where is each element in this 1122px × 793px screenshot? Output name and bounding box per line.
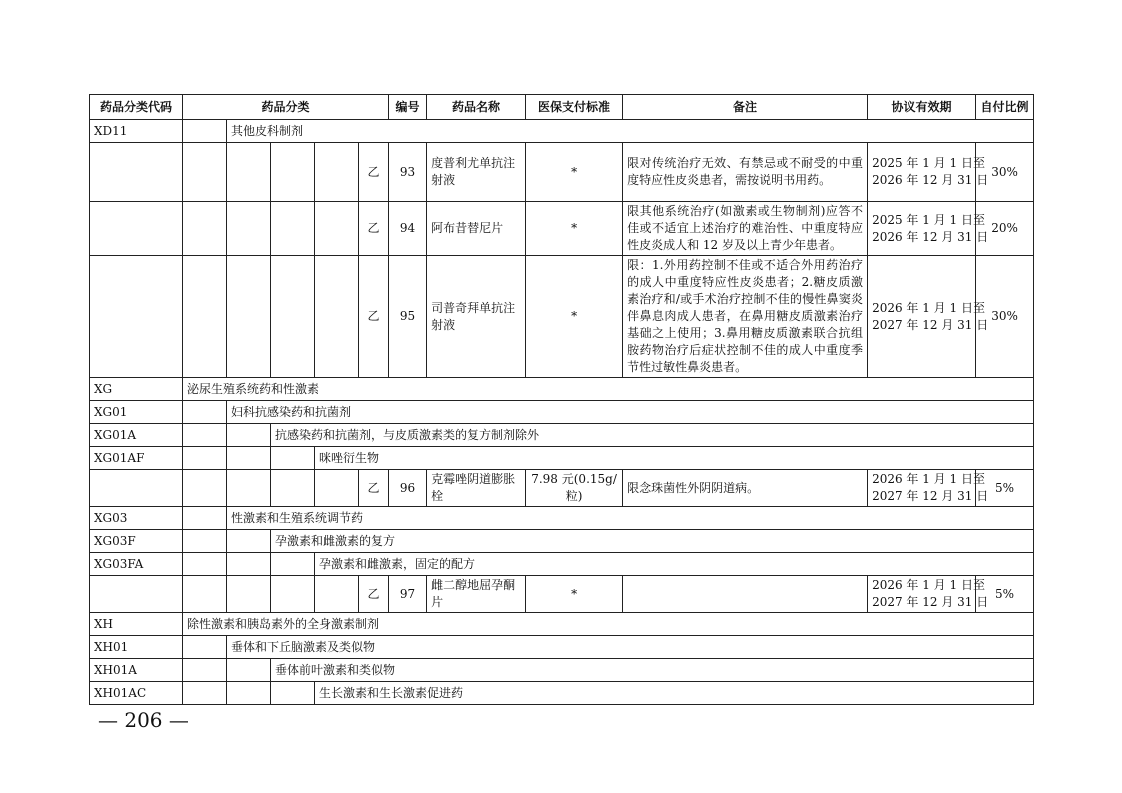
drug-remark: 限念珠菌性外阴阴道病。	[623, 470, 868, 507]
indent-cell	[271, 682, 315, 705]
indent-cell	[183, 530, 227, 553]
category-label: 性激素和生殖系统调节药	[227, 507, 1034, 530]
category-row	[90, 682, 1034, 705]
validity-period	[868, 470, 989, 507]
category-label: 孕激素和雌激素的复方	[271, 530, 1034, 553]
category-row	[90, 447, 1034, 470]
payment-standard: *	[526, 202, 623, 256]
drug-class: 乙	[359, 576, 389, 613]
drug-name: 司普奇拜单抗注射液	[427, 256, 526, 378]
validity-start: 2026 年 1 月 1 日至	[872, 578, 985, 592]
indent-cell	[227, 470, 271, 507]
drug-row	[90, 470, 1034, 507]
drug-name: 阿布昔替尼片	[427, 202, 526, 256]
category-code: XG03F	[90, 530, 183, 553]
category-code: XD11	[90, 120, 183, 143]
category-label: 生长激素和生长激素促进药	[315, 682, 1034, 705]
indent-cell	[227, 659, 271, 682]
validity-period	[868, 143, 989, 202]
indent-cell	[227, 682, 271, 705]
indent-cell	[183, 682, 227, 705]
category-row	[90, 659, 1034, 682]
drug-list-table	[89, 94, 1034, 705]
indent-cell	[183, 659, 227, 682]
indent-cell	[183, 424, 227, 447]
indent-cell	[183, 576, 227, 613]
drug-number: 93	[389, 143, 427, 202]
drug-name: 度普利尤单抗注射液	[427, 143, 526, 202]
category-code: XH01AC	[90, 682, 183, 705]
category-label: 孕激素和雌激素，固定的配方	[315, 553, 1034, 576]
indent-cell	[271, 256, 315, 378]
validity-end: 2027 年 12 月 31 日	[872, 317, 989, 332]
validity-period	[868, 256, 989, 378]
payment-standard: 7.98 元(0.15g/粒)	[526, 470, 623, 507]
validity-start: 2026 年 1 月 1 日至	[872, 472, 985, 486]
indent-cell	[183, 507, 227, 530]
self-pay-ratio: 5%	[976, 470, 1034, 507]
indent-cell	[271, 143, 315, 202]
indent-cell	[227, 424, 271, 447]
category-row	[90, 401, 1034, 424]
drug-number: 94	[389, 202, 427, 256]
indent-cell	[271, 447, 315, 470]
header-number: 编号	[389, 95, 427, 120]
category-row	[90, 530, 1034, 553]
category-row	[90, 613, 1034, 636]
category-row	[90, 424, 1034, 447]
indent-cell	[183, 120, 227, 143]
code-cell	[90, 470, 183, 507]
drug-number: 97	[389, 576, 427, 613]
category-label: 泌尿生殖系统药和性激素	[183, 378, 1034, 401]
drug-class: 乙	[359, 470, 389, 507]
indent-cell	[183, 256, 227, 378]
indent-cell	[227, 576, 271, 613]
payment-standard: *	[526, 256, 623, 378]
category-code: XG01A	[90, 424, 183, 447]
drug-remark	[623, 576, 868, 613]
validity-end: 2027 年 12 月 31 日	[872, 595, 989, 609]
indent-cell	[227, 256, 271, 378]
category-code: XH01A	[90, 659, 183, 682]
indent-cell	[227, 553, 271, 576]
category-label: 咪唑衍生物	[315, 447, 1034, 470]
document-page	[89, 94, 1034, 705]
table-header-row	[90, 95, 1034, 120]
validity-start: 2025 年 1 月 1 日至	[872, 212, 985, 227]
validity-end: 2026 年 12 月 31 日	[872, 229, 989, 244]
category-code: XG01AF	[90, 447, 183, 470]
indent-cell	[183, 470, 227, 507]
validity-period	[868, 576, 989, 613]
indent-cell	[183, 553, 227, 576]
category-code: XG01	[90, 401, 183, 424]
indent-cell	[227, 530, 271, 553]
code-cell	[90, 256, 183, 378]
self-pay-ratio: 20%	[976, 202, 1034, 256]
page-number: — 206 —	[98, 708, 189, 732]
category-row	[90, 507, 1034, 530]
category-row	[90, 553, 1034, 576]
code-cell	[90, 202, 183, 256]
indent-cell	[183, 401, 227, 424]
drug-name: 雌二醇地屈孕酮片	[427, 576, 526, 613]
drug-name: 克霉唑阴道膨胀栓	[427, 470, 526, 507]
category-label: 垂体和下丘脑激素及类似物	[227, 636, 1034, 659]
category-code: XG03	[90, 507, 183, 530]
header-payment-standard: 医保支付标准	[526, 95, 623, 120]
code-cell	[90, 576, 183, 613]
category-label: 妇科抗感染药和抗菌剂	[227, 401, 1034, 424]
drug-number: 96	[389, 470, 427, 507]
indent-cell	[271, 202, 315, 256]
indent-cell	[315, 202, 359, 256]
drug-row	[90, 143, 1034, 202]
indent-cell	[227, 447, 271, 470]
drug-row	[90, 202, 1034, 256]
category-row	[90, 120, 1034, 143]
drug-remark: 限：1.外用药控制不佳或不适合外用药治疗的成人中重度特应性皮炎患者；2.糖皮质激素治疗和/或手术治疗控制不佳的慢性鼻窦炎伴鼻息肉成人患者，在鼻用糖皮质激素治疗基础之上使用；3.鼻用糖皮质激素联合抗组胺药物治疗后症状控制不佳的成人中重度季节性过敏性鼻炎患者。	[623, 256, 868, 378]
header-validity: 协议有效期	[868, 95, 976, 120]
indent-cell	[183, 447, 227, 470]
drug-class: 乙	[359, 143, 389, 202]
header-self-pay-ratio: 自付比例	[976, 95, 1034, 120]
header-code: 药品分类代码	[90, 95, 183, 120]
self-pay-ratio: 30%	[976, 143, 1034, 202]
indent-cell	[315, 256, 359, 378]
indent-cell	[271, 470, 315, 507]
category-code: XH01	[90, 636, 183, 659]
category-label: 其他皮科制剂	[227, 120, 1034, 143]
category-label: 除性激素和胰岛素外的全身激素制剂	[183, 613, 1034, 636]
header-remarks: 备注	[623, 95, 868, 120]
drug-remark: 限其他系统治疗(如激素或生物制剂)应答不佳或不适宜上述治疗的难治性、中重度特应性皮炎成人和 12 岁及以上青少年患者。	[623, 202, 868, 256]
category-code: XG	[90, 378, 183, 401]
drug-row	[90, 576, 1034, 613]
indent-cell	[227, 143, 271, 202]
drug-class: 乙	[359, 202, 389, 256]
indent-cell	[315, 143, 359, 202]
header-drug-name: 药品名称	[427, 95, 526, 120]
drug-row	[90, 256, 1034, 378]
drug-class: 乙	[359, 256, 389, 378]
indent-cell	[227, 202, 271, 256]
indent-cell	[183, 202, 227, 256]
indent-cell	[271, 553, 315, 576]
code-cell	[90, 143, 183, 202]
validity-end: 2027 年 12 月 31 日	[872, 489, 989, 503]
indent-cell	[183, 143, 227, 202]
category-label: 抗感染药和抗菌剂，与皮质激素类的复方制剂除外	[271, 424, 1034, 447]
validity-end: 2026 年 12 月 31 日	[872, 173, 989, 187]
category-row	[90, 378, 1034, 401]
header-category: 药品分类	[183, 95, 389, 120]
payment-standard: *	[526, 576, 623, 613]
indent-cell	[315, 470, 359, 507]
category-row	[90, 636, 1034, 659]
category-code: XH	[90, 613, 183, 636]
self-pay-ratio: 5%	[976, 576, 1034, 613]
indent-cell	[315, 576, 359, 613]
table-body	[90, 120, 1034, 705]
self-pay-ratio: 30%	[976, 256, 1034, 378]
payment-standard: *	[526, 143, 623, 202]
validity-start: 2025 年 1 月 1 日至	[872, 156, 985, 170]
validity-period	[868, 202, 989, 256]
drug-number: 95	[389, 256, 427, 378]
indent-cell	[183, 636, 227, 659]
category-code: XG03FA	[90, 553, 183, 576]
indent-cell	[271, 576, 315, 613]
validity-start: 2026 年 1 月 1 日至	[872, 300, 985, 315]
category-label: 垂体前叶激素和类似物	[271, 659, 1034, 682]
drug-remark: 限对传统治疗无效、有禁忌或不耐受的中重度特应性皮炎患者，需按说明书用药。	[623, 143, 868, 202]
